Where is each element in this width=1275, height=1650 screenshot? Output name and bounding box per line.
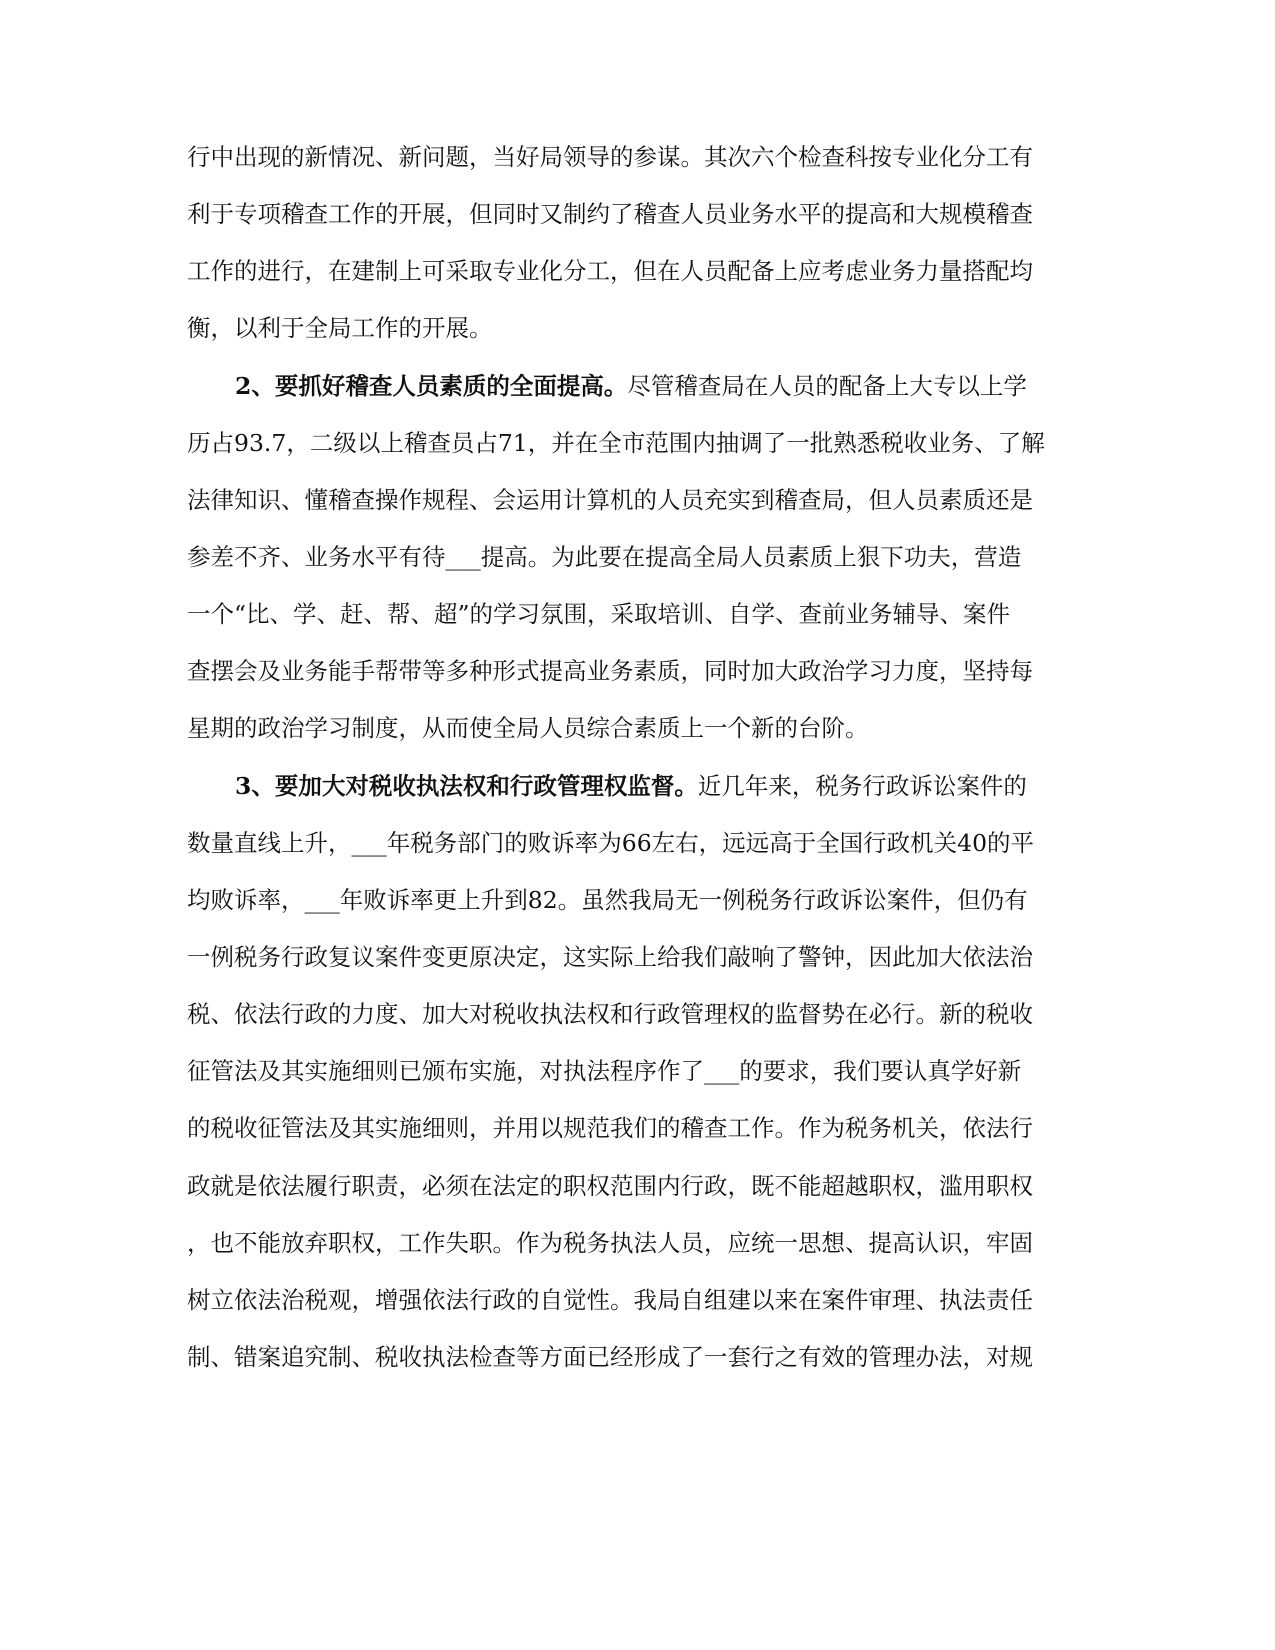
text-line: 均败诉率，___年败诉率更上升到82。虽然我局无一例税务行政诉讼案件，但仍有 — [187, 886, 1028, 914]
text-line: 数量直线上升，___年税务部门的败诉率为66左右，远远高于全国行政机关40的平 — [187, 829, 1035, 857]
text-line: 衡，以利于全局工作的开展。 — [187, 314, 493, 342]
text-line: 的税收征管法及其实施细则，并用以规范我们的稽查工作。作为税务机关，依法行 — [187, 1114, 1033, 1142]
text-line: 星期的政治学习制度，从而使全局人员综合素质上一个新的台阶。 — [187, 714, 869, 742]
text-line: ，也不能放弃职权，工作失职。作为税务执法人员，应统一思想、提高认识，牢固 — [187, 1229, 1033, 1257]
text-line: 查摆会及业务能手帮带等多种形式提高业务素质，同时加大政治学习力度，坚持每 — [187, 657, 1033, 685]
text-line: 参差不齐、业务水平有待___提高。为此要在提高全局人员素质上狠下功夫，营造 — [187, 543, 1022, 571]
text-line: 工作的进行，在建制上可采取专业化分工，但在人员配备上应考虑业务力量搭配均 — [187, 257, 1033, 285]
text-line: 一例税务行政复议案件变更原决定，这实际上给我们敲响了警钟，因此加大依法治 — [187, 943, 1033, 971]
paragraph-3-first-line — [235, 766, 1087, 806]
text-line: 法律知识、懂稽查操作规程、会运用计算机的人员充实到稽查局，但人员素质还是 — [187, 486, 1033, 514]
text-line: 利于专项稽查工作的开展，但同时又制约了稽查人员业务水平的提高和大规模稽查 — [187, 200, 1033, 228]
text-line: 制、错案追究制、税收执法检查等方面已经形成了一套行之有效的管理办法，对规 — [187, 1343, 1033, 1371]
text-line: 一个“比、学、赶、帮、超”的学习氛围，采取培训、自学、查前业务辅导、案件 — [187, 600, 1011, 628]
text-line: 政就是依法履行职责，必须在法定的职权范围内行政，既不能超越职权，滥用职权 — [187, 1172, 1033, 1200]
text-span: 近几年来，税务行政诉讼案件的 — [697, 772, 1027, 800]
text-line: 征管法及其实施细则已颁布实施，对执法程序作了___的要求，我们要认真学好新 — [187, 1057, 1022, 1085]
section-heading-2: 2、要抓好稽查人员素质的全面提高。 — [235, 372, 628, 400]
paragraph-2-first-line — [235, 366, 1087, 406]
text-line: 税、依法行政的力度、加大对税收执法权和行政管理权的监督势在必行。新的税收 — [187, 1000, 1033, 1028]
section-heading-3: 3、要加大对税收执法权和行政管理权监督。 — [235, 772, 698, 800]
text-span: 尽管稽查局在人员的配备上大专以上学 — [627, 372, 1027, 400]
text-line: 历占93.7，二级以上稽查员占71，并在全市范围内抽调了一批熟悉税收业务、了解 — [187, 429, 1045, 457]
text-line: 行中出现的新情况、新问题，当好局领导的参谋。其次六个检查科按专业化分工有 — [187, 143, 1033, 171]
text-line: 树立依法治税观，增强依法行政的自觉性。我局自组建以来在案件审理、执法责任 — [187, 1286, 1033, 1314]
